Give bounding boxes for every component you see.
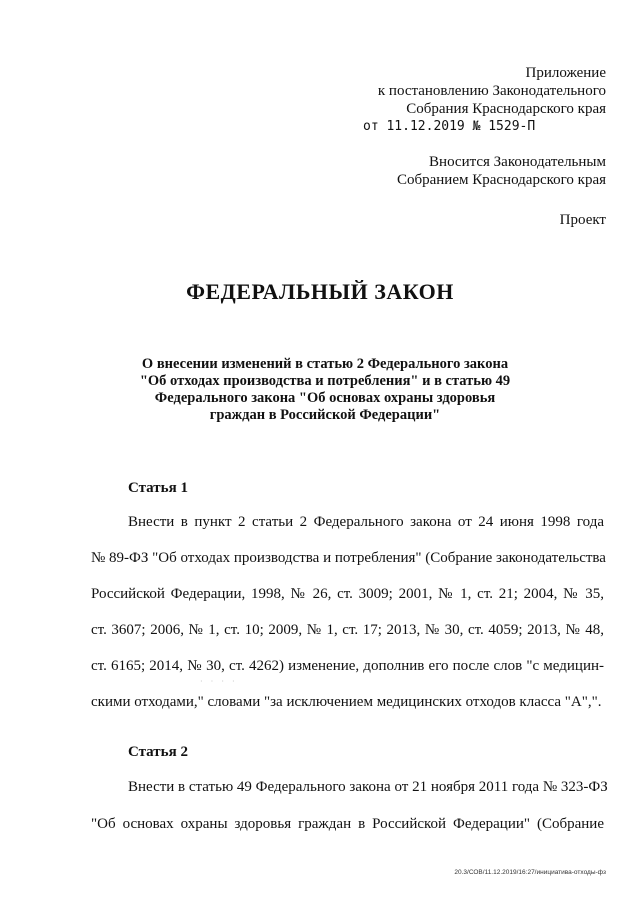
introduced-by	[397, 153, 606, 189]
article-1-line: скими отходами," словами "за исключением медицинских отходов класса "А",".	[91, 694, 602, 710]
appendix-line: Приложение	[525, 65, 606, 81]
appendix-line: Собрания Краснодарского края	[406, 101, 606, 117]
subtitle-line: "Об отходах производства и потребления" и в статью 49	[139, 373, 511, 389]
article-1-line: ст. 3607; 2006, № 1, ст. 10; 2009, № 1, ст. 17; 2013, № 30, ст. 4059; 2013, № 48,	[91, 622, 604, 638]
draft-label: Проект	[559, 212, 606, 228]
subtitle-line: О внесении изменений в статью 2 Федерального закона	[141, 356, 509, 372]
appendix-line: к постановлению Законодательного	[377, 83, 606, 99]
introduced-line: Собранием Краснодарского края	[396, 172, 606, 188]
scan-artifact: · · · ·	[200, 677, 238, 686]
article-1-line: Российской Федерации, 1998, № 26, ст. 3009; 2001, № 1, ст. 21; 2004, № 35,	[91, 586, 604, 602]
subtitle-line: Федерального закона "Об основах охраны здоровья	[154, 390, 496, 406]
article-2-heading: Статья 2	[128, 744, 188, 760]
document-subtitle	[110, 356, 540, 424]
footer-document-code: 20.3/СОВ/11.12.2019/16:27/инициатива-отходы-фз	[454, 869, 606, 876]
article-1-line: № 89-ФЗ "Об отходах производства и потребления" (Собрание законодательства	[91, 550, 606, 566]
article-1-heading: Статья 1	[128, 480, 188, 496]
resolution-stamp: от 11.12.2019 № 1529-П	[363, 119, 536, 134]
article-2-line: "Об основах охраны здоровья граждан в Российской Федерации" (Собрание	[91, 816, 604, 832]
article-2-line: Внести в статью 49 Федерального закона от 21 ноября 2011 года № 323-ФЗ	[128, 779, 608, 795]
document-title: ФЕДЕРАЛЬНЫЙ ЗАКОН	[186, 279, 454, 304]
subtitle-line: граждан в Российской Федерации"	[209, 407, 441, 423]
article-1-line: Внести в пункт 2 статьи 2 Федерального закона от 24 июня 1998 года	[128, 514, 604, 530]
article-1-line: ст. 6165; 2014, № 30, ст. 4262) изменение, дополнив его после слов "с медицин-	[91, 658, 604, 674]
introduced-line: Вносится Законодательным	[429, 154, 606, 170]
appendix-header	[286, 64, 606, 136]
